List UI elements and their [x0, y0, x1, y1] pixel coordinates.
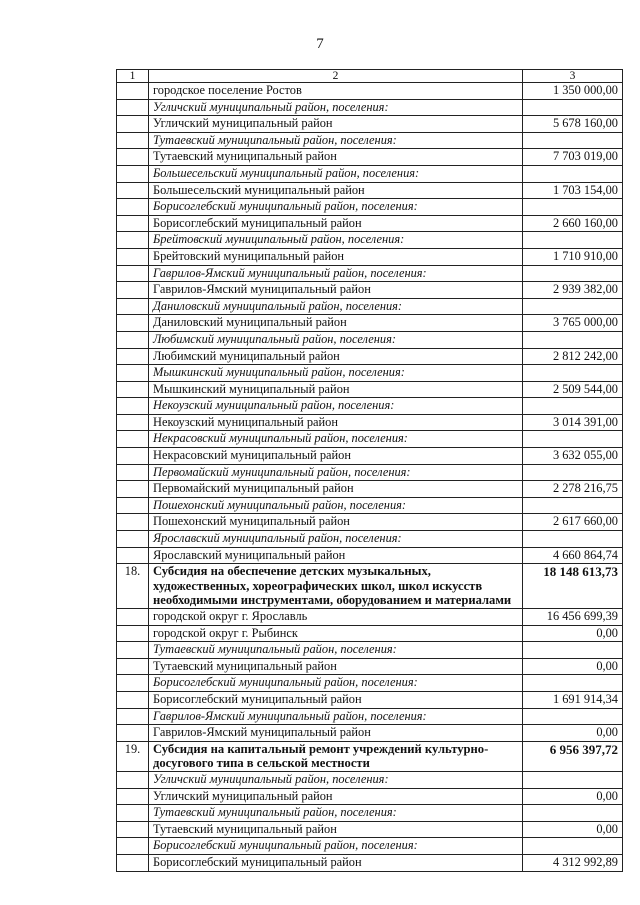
table-row: [117, 199, 623, 216]
row-number: [117, 431, 149, 448]
row-number: [117, 725, 149, 742]
district-group-label: Большесельский муниципальный район, поселения:: [149, 165, 523, 182]
table-row: [117, 398, 623, 415]
row-number: [117, 514, 149, 531]
district-group-label: Гаврилов-Ямский муниципальный район, поселения:: [149, 265, 523, 282]
row-number: [117, 609, 149, 626]
row-number: [117, 642, 149, 659]
table-row: [117, 838, 623, 855]
table-row: [117, 448, 623, 465]
row-number: [117, 658, 149, 675]
row-number: [117, 132, 149, 149]
row-number: [117, 481, 149, 498]
row-number: [117, 365, 149, 382]
amount-value: 1 691 914,34: [523, 691, 623, 708]
table-row: [117, 642, 623, 659]
table-row: [117, 348, 623, 365]
amount-value: [523, 199, 623, 216]
recipient-name: Мышкинский муниципальный район: [149, 381, 523, 398]
district-group-label: Борисоглебский муниципальный район, поселения:: [149, 838, 523, 855]
amount-value: 1 710 910,00: [523, 248, 623, 265]
row-number: [117, 414, 149, 431]
amount-value: 3 765 000,00: [523, 315, 623, 332]
amount-value: 2 509 544,00: [523, 381, 623, 398]
amount-value: 1 703 154,00: [523, 182, 623, 199]
amount-value: [523, 99, 623, 116]
recipient-name: Гаврилов-Ямский муниципальный район: [149, 282, 523, 299]
amount-value: 0,00: [523, 625, 623, 642]
amount-value: 3 014 391,00: [523, 414, 623, 431]
row-number: [117, 182, 149, 199]
table-row: [117, 381, 623, 398]
table-row: [117, 481, 623, 498]
table-row: [117, 741, 623, 771]
subsidy-title: Субсидия на обеспечение детских музыкальных, художественных, хореографических школ, школ искусств необходимыми инструментами, оборудованием и материалами: [149, 564, 523, 609]
row-number: [117, 215, 149, 232]
amount-value: 7 703 019,00: [523, 149, 623, 166]
amount-value: 0,00: [523, 788, 623, 805]
district-group-label: Угличский муниципальный район, поселения:: [149, 99, 523, 116]
subsidy-total: 18 148 613,73: [523, 564, 623, 609]
recipient-name: Ярославский муниципальный район: [149, 547, 523, 564]
amount-value: [523, 298, 623, 315]
table-header-row: [117, 70, 623, 83]
district-group-label: Угличский муниципальный район, поселения:: [149, 771, 523, 788]
subsidy-total: 6 956 397,72: [523, 741, 623, 771]
amount-value: [523, 232, 623, 249]
table-row: [117, 149, 623, 166]
row-number: [117, 83, 149, 100]
amount-value: 4 660 864,74: [523, 547, 623, 564]
header-col-2: 2: [149, 70, 523, 83]
row-number: [117, 99, 149, 116]
row-number: [117, 821, 149, 838]
amount-value: [523, 398, 623, 415]
recipient-name: Борисоглебский муниципальный район: [149, 215, 523, 232]
table-row: [117, 282, 623, 299]
row-number: 19.: [117, 741, 149, 771]
table-row: [117, 298, 623, 315]
table-row: [117, 265, 623, 282]
district-group-label: Пошехонский муниципальный район, поселения:: [149, 497, 523, 514]
table-row: [117, 315, 623, 332]
table-row: [117, 514, 623, 531]
recipient-name: Некрасовский муниципальный район: [149, 448, 523, 465]
table-row: [117, 464, 623, 481]
amount-value: [523, 805, 623, 822]
row-number: [117, 838, 149, 855]
row-number: [117, 116, 149, 133]
amount-value: [523, 531, 623, 548]
district-group-label: Брейтовский муниципальный район, поселения:: [149, 232, 523, 249]
table-row: [117, 725, 623, 742]
amount-value: 2 278 216,75: [523, 481, 623, 498]
row-number: [117, 398, 149, 415]
district-group-label: Ярославский муниципальный район, поселения:: [149, 531, 523, 548]
row-number: [117, 675, 149, 692]
table-row: [117, 431, 623, 448]
recipient-name: Даниловский муниципальный район: [149, 315, 523, 332]
amount-value: [523, 497, 623, 514]
amount-value: 0,00: [523, 658, 623, 675]
amount-value: 2 660 160,00: [523, 215, 623, 232]
row-number: [117, 298, 149, 315]
row-number: [117, 805, 149, 822]
row-number: [117, 854, 149, 871]
table-row: [117, 248, 623, 265]
table-row: [117, 805, 623, 822]
row-number: [117, 771, 149, 788]
amount-value: 3 632 055,00: [523, 448, 623, 465]
amount-value: 0,00: [523, 821, 623, 838]
recipient-name: Борисоглебский муниципальный район: [149, 691, 523, 708]
recipient-name: Гаврилов-Ямский муниципальный район: [149, 725, 523, 742]
recipient-name: Пошехонский муниципальный район: [149, 514, 523, 531]
amount-value: [523, 132, 623, 149]
row-number: [117, 625, 149, 642]
amount-value: 2 812 242,00: [523, 348, 623, 365]
row-number: [117, 232, 149, 249]
recipient-name: Тутаевский муниципальный район: [149, 149, 523, 166]
table-row: [117, 625, 623, 642]
header-col-3: 3: [523, 70, 623, 83]
subsidy-title: Субсидия на капитальный ремонт учреждений культурно-досугового типа в сельской местности: [149, 741, 523, 771]
table-row: [117, 182, 623, 199]
district-group-label: Любимский муниципальный район, поселения:: [149, 331, 523, 348]
amount-value: 4 312 992,89: [523, 854, 623, 871]
table-row: [117, 83, 623, 100]
amount-value: [523, 675, 623, 692]
row-number: [117, 464, 149, 481]
row-number: [117, 331, 149, 348]
table-row: [117, 658, 623, 675]
page-number: 7: [316, 36, 324, 52]
recipient-name: Брейтовский муниципальный район: [149, 248, 523, 265]
recipient-name: Некоузский муниципальный район: [149, 414, 523, 431]
row-number: [117, 199, 149, 216]
amount-value: [523, 365, 623, 382]
amount-value: [523, 165, 623, 182]
amount-value: [523, 708, 623, 725]
row-number: [117, 165, 149, 182]
district-group-label: Некрасовский муниципальный район, поселения:: [149, 431, 523, 448]
district-group-label: Борисоглебский муниципальный район, поселения:: [149, 675, 523, 692]
table-row: [117, 788, 623, 805]
row-number: [117, 708, 149, 725]
amount-value: [523, 331, 623, 348]
table-row: [117, 821, 623, 838]
row-number: [117, 531, 149, 548]
amount-value: 2 939 382,00: [523, 282, 623, 299]
recipient-name: Большесельский муниципальный район: [149, 182, 523, 199]
row-number: [117, 381, 149, 398]
table-row: [117, 116, 623, 133]
header-col-1: 1: [117, 70, 149, 83]
table-row: [117, 531, 623, 548]
row-number: [117, 248, 149, 265]
table-row: [117, 99, 623, 116]
recipient-name: Любимский муниципальный район: [149, 348, 523, 365]
table-row: [117, 609, 623, 626]
table-row: [117, 414, 623, 431]
recipient-name: Борисоглебский муниципальный район: [149, 854, 523, 871]
district-group-label: Тутаевский муниципальный район, поселения:: [149, 132, 523, 149]
recipient-name: Тутаевский муниципальный район: [149, 821, 523, 838]
table-row: [117, 675, 623, 692]
amount-value: [523, 265, 623, 282]
row-number: [117, 497, 149, 514]
recipient-name: Угличский муниципальный район: [149, 116, 523, 133]
amount-value: [523, 464, 623, 481]
amount-value: [523, 838, 623, 855]
row-number: [117, 315, 149, 332]
table-row: [117, 365, 623, 382]
amount-value: [523, 642, 623, 659]
row-number: [117, 348, 149, 365]
amount-value: 0,00: [523, 725, 623, 742]
amount-value: [523, 771, 623, 788]
table-row: [117, 708, 623, 725]
amount-value: [523, 431, 623, 448]
district-group-label: Борисоглебский муниципальный район, поселения:: [149, 199, 523, 216]
row-number: [117, 448, 149, 465]
district-group-label: Мышкинский муниципальный район, поселения:: [149, 365, 523, 382]
row-number: 18.: [117, 564, 149, 609]
table-row: [117, 564, 623, 609]
district-group-label: Тутаевский муниципальный район, поселения:: [149, 642, 523, 659]
table-row: [117, 854, 623, 871]
table-row: [117, 771, 623, 788]
table-row: [117, 331, 623, 348]
row-number: [117, 282, 149, 299]
row-number: [117, 265, 149, 282]
table-row: [117, 547, 623, 564]
table-row: [117, 497, 623, 514]
amount-value: 2 617 660,00: [523, 514, 623, 531]
table-row: [117, 215, 623, 232]
district-group-label: Гаврилов-Ямский муниципальный район, поселения:: [149, 708, 523, 725]
recipient-name: городской округ г. Рыбинск: [149, 625, 523, 642]
recipient-name: Первомайский муниципальный район: [149, 481, 523, 498]
amount-value: 5 678 160,00: [523, 116, 623, 133]
recipient-name: городское поселение Ростов: [149, 83, 523, 100]
recipient-name: Угличский муниципальный район: [149, 788, 523, 805]
district-group-label: Некоузский муниципальный район, поселения:: [149, 398, 523, 415]
amount-value: 16 456 699,39: [523, 609, 623, 626]
table-row: [117, 232, 623, 249]
recipient-name: городской округ г. Ярославль: [149, 609, 523, 626]
row-number: [117, 149, 149, 166]
row-number: [117, 691, 149, 708]
amount-value: 1 350 000,00: [523, 83, 623, 100]
table-row: [117, 132, 623, 149]
row-number: [117, 788, 149, 805]
row-number: [117, 547, 149, 564]
district-group-label: Даниловский муниципальный район, поселения:: [149, 298, 523, 315]
subsidy-table: [116, 69, 623, 872]
table-row: [117, 691, 623, 708]
recipient-name: Тутаевский муниципальный район: [149, 658, 523, 675]
district-group-label: Тутаевский муниципальный район, поселения:: [149, 805, 523, 822]
table-row: [117, 165, 623, 182]
subsidy-table-body: [117, 70, 623, 872]
district-group-label: Первомайский муниципальный район, поселения:: [149, 464, 523, 481]
